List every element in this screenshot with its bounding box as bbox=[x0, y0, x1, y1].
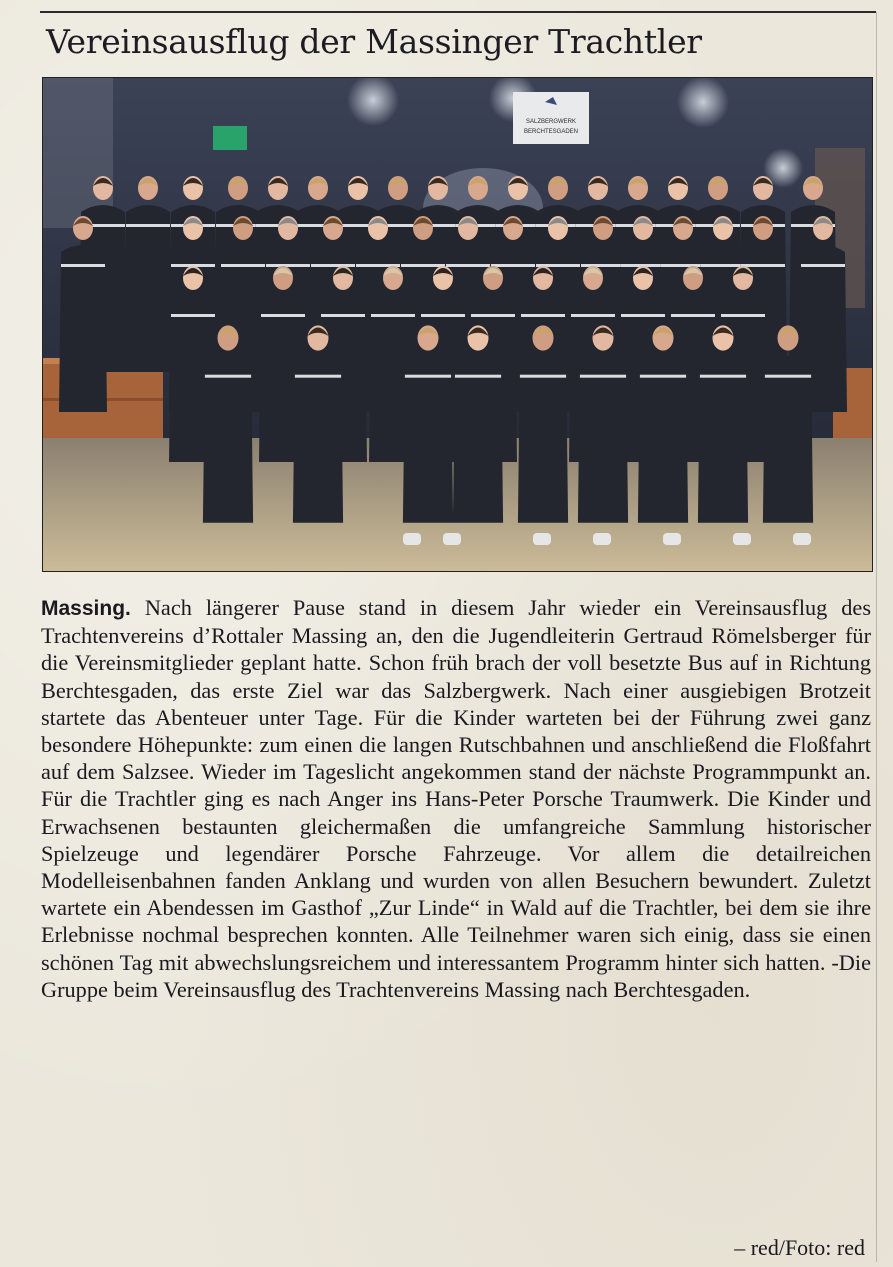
person-body bbox=[763, 356, 813, 523]
reflective-stripe bbox=[311, 264, 355, 267]
sign-line-1: SALZBERGWERK bbox=[525, 119, 577, 125]
reflective-stripe bbox=[521, 314, 565, 317]
person-body bbox=[453, 356, 503, 523]
person-body bbox=[578, 356, 628, 523]
reflective-stripe bbox=[371, 314, 415, 317]
top-rule bbox=[40, 11, 876, 13]
person-body bbox=[203, 356, 253, 523]
exit-sign bbox=[213, 126, 247, 150]
reflective-stripe bbox=[520, 375, 566, 378]
reflective-stripe bbox=[455, 375, 501, 378]
reflective-stripe bbox=[61, 264, 105, 267]
reflective-stripe bbox=[580, 375, 626, 378]
reflective-stripe bbox=[405, 375, 451, 378]
reflective-stripe bbox=[701, 264, 745, 267]
shoe bbox=[533, 533, 551, 545]
reflective-stripe bbox=[126, 224, 170, 227]
reflective-stripe bbox=[401, 264, 445, 267]
reflective-stripe bbox=[741, 264, 785, 267]
column-rule bbox=[876, 12, 877, 1262]
reflective-stripe bbox=[321, 314, 365, 317]
reflective-stripe bbox=[471, 314, 515, 317]
reflective-stripe bbox=[661, 264, 705, 267]
person-body bbox=[638, 356, 688, 523]
article-dateline: Massing. bbox=[41, 597, 131, 620]
person-body bbox=[293, 356, 343, 523]
reflective-stripe bbox=[171, 314, 215, 317]
article-body bbox=[41, 594, 871, 1003]
shoe bbox=[593, 533, 611, 545]
reflective-stripe bbox=[571, 314, 615, 317]
reflective-stripe bbox=[266, 264, 310, 267]
reflective-stripe bbox=[765, 375, 811, 378]
reflective-stripe bbox=[295, 375, 341, 378]
reflective-stripe bbox=[801, 264, 845, 267]
shoe bbox=[793, 533, 811, 545]
reflective-stripe bbox=[446, 264, 490, 267]
reflective-stripe bbox=[491, 264, 535, 267]
reflective-stripe bbox=[581, 264, 625, 267]
shoe bbox=[733, 533, 751, 545]
shoe bbox=[403, 533, 421, 545]
reflective-stripe bbox=[221, 264, 265, 267]
person-body bbox=[698, 356, 748, 523]
person-body bbox=[403, 356, 453, 523]
photo-credit: – red/Foto: red bbox=[734, 1235, 865, 1260]
person-body bbox=[59, 245, 107, 412]
article-headline: Vereinsausflug der Massinger Trachtler bbox=[46, 22, 702, 61]
group-photo-illustration bbox=[43, 78, 872, 571]
reflective-stripe bbox=[700, 375, 746, 378]
reflective-stripe bbox=[421, 314, 465, 317]
person-body bbox=[518, 356, 568, 523]
reflective-stripe bbox=[261, 314, 305, 317]
reflective-stripe bbox=[721, 314, 765, 317]
group-photo bbox=[42, 77, 873, 572]
reflective-stripe bbox=[621, 314, 665, 317]
person-body bbox=[124, 205, 172, 372]
reflective-stripe bbox=[671, 314, 715, 317]
reflective-stripe bbox=[640, 375, 686, 378]
article-body-text: Nach längerer Pause stand in diesem Jahr wieder ein Vereinsausflug des Trachtenvereins d’Rottaler Massing an, den die Jugendleiterin Gertraud Römelsberger für die Vereinsmitglieder geplant hatte. Schon früh brach der voll besetzte Bus auf in Richtung Berchtesgaden, das erste Ziel war das Salzbergwerk. Nach einer ausgiebigen Brotzeit startete das Abenteuer unter Tage. Für die Kinder warteten bei der Führung zwei ganz besondere Höhepunkte: zum einen die langen Rutschbahnen und anschließend die Floßfahrt auf dem Salzsee. Wieder im Tageslicht angekommen stand der nächste Programmpunkt an. Für die Trachtler ging es nach Anger ins Hans-Peter Porsche Traumwerk. Die Kinder und Erwachsenen bestaunten gleichermaßen die umfangreiche Sammlung historischer Spielzeuge und legendärer Porsche Fahrzeuge. Vor allem die detailreichen Modelleisenbahnen fanden Anklang und wurden von allen Besuchern bewundert. Zuletzt wartete ein Abendessen im Gasthof „Zur Linde“ in Wald auf die Trachtler, bei dem sie ihre Erlebnisse nochmal besprechen konnten. Alle Teilnehmer waren sich einig, dass sie einen schönen Tag mit abwechslungsreichem und interessantem Programm hinter sich hatten. -Die Gruppe beim Vereinsausflug des Trachtenvereins Massing nach Berchtesgaden. bbox=[41, 595, 871, 1002]
reflective-stripe bbox=[205, 375, 251, 378]
shoe bbox=[443, 533, 461, 545]
sign-line-2: BERCHTESGADEN bbox=[523, 129, 579, 135]
shoe bbox=[663, 533, 681, 545]
salzbergwerk-sign bbox=[513, 92, 589, 144]
